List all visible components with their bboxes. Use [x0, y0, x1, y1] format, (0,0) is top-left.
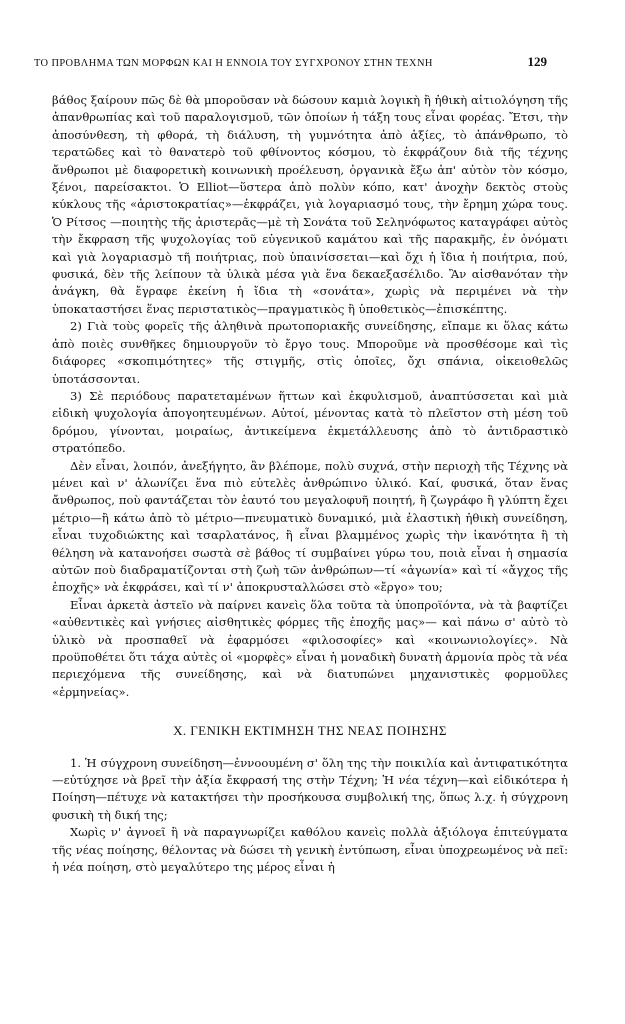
- running-header: [34, 54, 547, 70]
- page-body: [52, 92, 568, 876]
- section-heading: Χ. ΓΕΝΙΚΗ ΕΚΤΙΜΗΣΗ ΤΗΣ ΝΕΑΣ ΠΟΙΗΣΗΣ: [173, 723, 447, 739]
- running-title: ΤΟ ΠΡΟΒΛΗΜΑ ΤΩΝ ΜΟΡΦΩΝ ΚΑΙ Η ΕΝΝΟΙΑ ΤΟΥ ΣΥΓΧΡΟΝΟΥ ΣΤΗΝ ΤΕΧΝΗ: [34, 58, 433, 69]
- paragraph: 3) Σὲ περιόδους παρατεταμένων ἥττων καὶ ἐκφυλισμοῦ, ἀναπτύσσεται καὶ μιὰ εἰδικὴ ψυχολογία ἀπογοητευμένων. Αὐτοί, μένοντας κατὰ τὸ πλεῖστον στὴ μέση τοῦ δρόμου, γίνονται, μοιραίως, ἀντικείμενα ἐκμετάλλευσης ἀπὸ τὸ ἀντιδραστικὸ στρατόπεδο.: [52, 388, 568, 456]
- paragraph: 1. Ἡ σύγχρονη συνείδηση—ἐννοουμένη σ' ὅλη της τὴν ποικιλία καὶ ἀντιφατικότητα—εὐτύχησε νὰ βρεῖ τὴν ἀξία ἔκφρασή της στὴν Τέχνη; Ἡ νέα τέχνη—καὶ εἰδικότερα ἡ Ποίηση—πέτυχε νὰ κατακτήσει τὴν προσήκουσα συμβολική της, ὅπως λ.χ. ἡ σύγχρονη φυσικὴ τὴ δική της;: [52, 755, 568, 822]
- paragraph: βάθος ξαίρουν πῶς δὲ θὰ μποροῦσαν νὰ δώσουν καμιὰ λογικὴ ἢ ἠθικὴ αἰτιολόγηση τῆς ἀπανθρωπίας καὶ τοῦ παραλογισμοῦ, τῶν ὁποίων ἡ τάξη τους εἶναι φορέας. Ἔτσι, τὴν ἀποσύνθεση, τὴ φθορά, τὴ διάλυση, τὴ γυμνότητα ἀπὸ ἀξίες, τὸ ἀπάνθρωπο, τὸ τερατῶδες καὶ τὸ θανατερὸ τοῦ φθίνοντος κόσμου, τὸ ἐκφράζουν διὰ τῆς τέχνης ἄνθρωποι μὲ διαφορετικὴ κοινωνικὴ προέλευση, ὀργανικὰ ἔξω ἀπ' αὐτὸν τὸν κόσμο, ξένοι, παρείσακτοι. Ὁ Elliot—ὕστερα ἀπὸ πολὺν κόπο, κατ' ἀνοχὴν δεκτὸς στοὺς κύκλους τῆς «ἀριστοκρατίας»—ἐκφράζει, γιὰ λογαριασμό τους, τὴν ἔρημη χώρα τους. Ὁ Ρίτσος —ποιητὴς τῆς ἀριστερᾶς—μὲ τὴ Σονάτα τοῦ Σεληνόφωτος καταγράφει αὐτὸς τὴν ἔκφραση τῆς ψυχολογίας τοῦ εὐγενικοῦ καμάτου καὶ τῆς παρακμῆς, ἐν ὀνόματι καὶ γιὰ λογαριασμὸ τῆ ποιήτριας, ποὺ ὑπαινίσσεται—καὶ ὄχι ἡ ἴδια ἡ ποιήτρια, πού, φυσικά, δὲν τῆς λείπουν τὰ ὑλικὰ μέσα γιὰ ἕνα δεκαεξασέλιδο. Ἂν αἰσθανόταν τὴν ἀνάγκη, θὰ ἔγραφε ἐκείνη ἡ ἴδια τὴ «σονάτα», χωρὶς νὰ περιμένει νὰ τὴν ὑποκαταστήσει ἕνας περιστατικὸς—πραγματικὸς ἢ ὑποθετικὸς—ἐπισκέπτης.: [52, 93, 568, 316]
- paragraph: Εἶναι ἀρκετὰ ἀστεῖο νὰ παίρνει κανεὶς ὅλα τοῦτα τὰ ὑποπροϊόντα, νὰ τὰ βαφτίζει «αὐθεντικὲς καὶ γνήσιες αἰσθητικὲς φόρμες τῆς ἐποχῆς μας»— καὶ πάνω σ' αὐτὸ τὸ ὑλικὸ νὰ προσπαθεῖ νὰ ἐφαρμόσει «φιλοσοφίες» καὶ «κοινωνιολογίες». Νὰ προϋποθέτει ὅτι τάχα αὐτὲς οἱ «μορφὲς» εἶναι ἡ μοναδικὴ δυνατὴ ἁρμονία πρὸς τὰ νέα περιεχόμενα τῆς συνείδησης, καὶ νὰ διατυπώνει μηχανιστικὲς φορμοῦλες «ἑρμηνείας».: [52, 597, 568, 699]
- paragraph: 2) Γιὰ τοὺς φορεῖς τῆς ἀληθινὰ πρωτοποριακῆς συνείδησης, εἴπαμε κι ὅλας κάτω ἀπὸ ποιὲς συνθῆκες δημιουργοῦν τὸ ἔργο τους. Μποροῦμε νὰ προσθέσομε καὶ τὶς διάφορες «σκοπιμότητες» τῆς στιγμῆς, στὶς ὁποῖες, ὄχι σπάνια, οἰκειοθελῶς ὑποτάσσονται.: [52, 319, 568, 386]
- paragraph: Χωρὶς ν' ἀγνοεῖ ἢ νὰ παραγνωρίζει καθόλου κανεὶς πολλὰ ἀξιόλογα ἐπιτεύγματα τῆς νέας ποίησης, θέλοντας νὰ δώσει τὴ γενικὴ ἐντύπωση, εἶναι ὑποχρεωμένος νὰ πεῖ: ἡ νέα ποίηση, στὸ μεγαλύτερο της μέρος εἶναι ἡ: [52, 825, 568, 875]
- paragraph: Δὲν εἶναι, λοιπόν, ἀνεξήγητο, ἂν βλέπομε, πολὺ συχνά, στὴν περιοχὴ τῆς Τέχνης νὰ μένει καὶ ν' ἀλωνίζει ἕνα πιὸ εὐτελὲς ἀνθρώπινο ὑλικό. Καί, φυσικά, ὅταν ἕνας ἄνθρωπος, ποὺ φαντάζεται τὸν ἑαυτό του μεγαλοφυῆ ποιητή, ἢ ζωγράφο ἢ γλύπτη ἔχει μέτριο—ἢ κάτω ἀπὸ τὸ μέτριο—πνευματικὸ δυναμικό, μιὰ ἐλαστικὴ ἠθικὴ συνείδηση, εἶναι τυχοδιώκτης καὶ τσαρλατάνος, ἢ εἶναι βλαμμένος χωρὶς τὴν ἱκανότητα ἢ τὴ θέληση νὰ κατανοήσει σωστὰ σὲ βάθος τί συμβαίνει γύρω του, ποιὰ εἶναι ἡ σημασία αὐτῶν ποὺ διαδραματίζονται στὴ ζωὴ τῶν ἀνθρώπων—τί «ἀγωνία» καὶ τί «ἄγχος τῆς ἐποχῆς» νὰ ἐκφράσει, καὶ τί ν' ἀποκρυσταλλώσει στὸ «ἔργο» του;: [52, 458, 568, 595]
- page-number: 129: [527, 54, 547, 69]
